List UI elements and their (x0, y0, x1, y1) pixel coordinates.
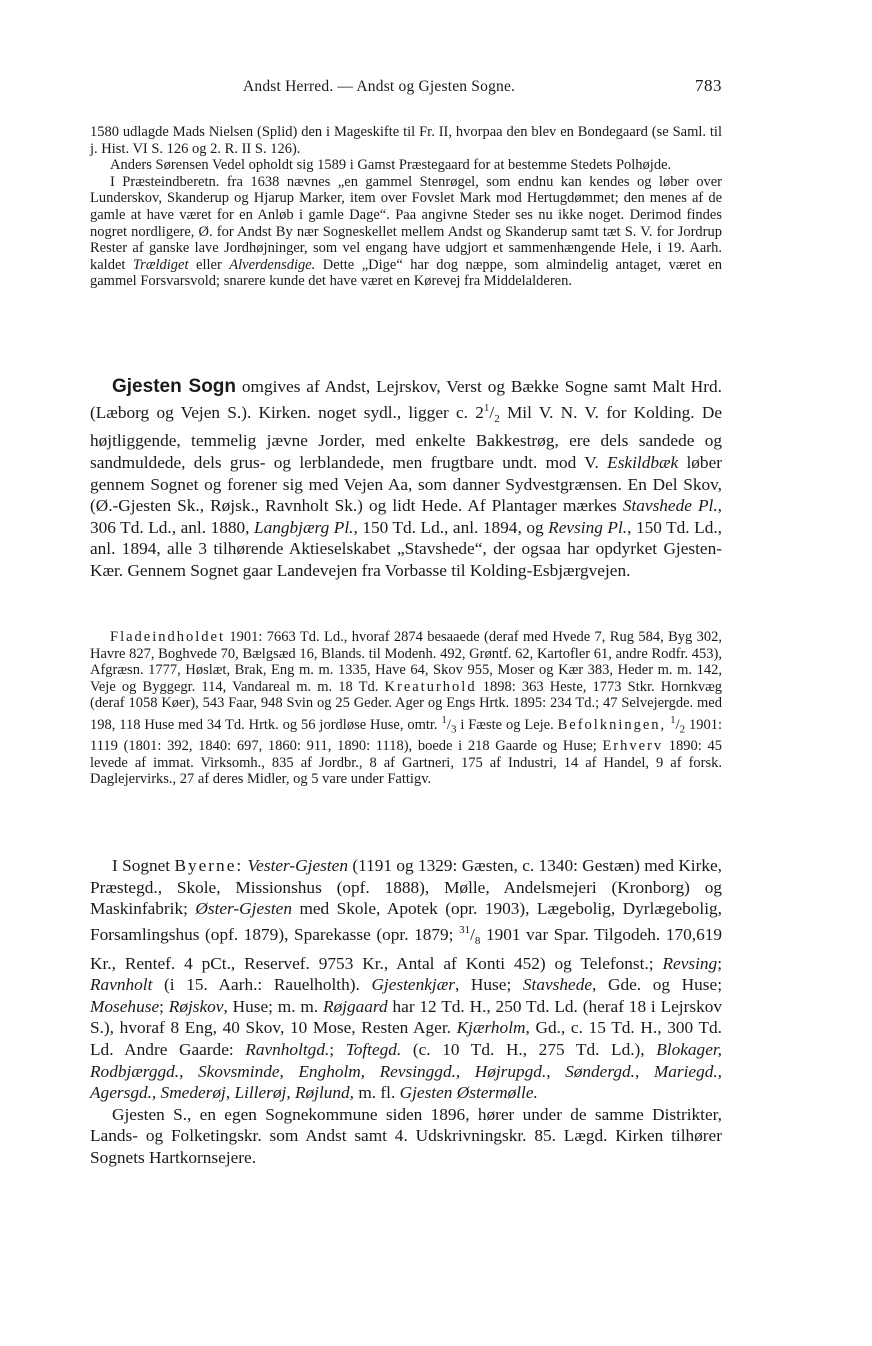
intro-paragraph-3: I Præsteindberetn. fra 1638 nævnes „en gammel Stenrøgel, som endnu kan kendes og løber over Lunderskov, Skanderup og Hjarup Marker, item over Fovslet Mark mod Hertugdømmet; den menes af de gamle at have været for en Anløb i gamle Dage“. Paa angivne Steder ses nu ikke noget. Derimod findes nogret nordligere, Ø. for Andst By nær Sogneskellet mellem Andst og Skanderup samt tæt S. V. for Jordrup Rester af ganske lave Jordhøjninger, som vel engang have udgjort et sammenhængende Hele, i 19. Aarh. kaldet Trældiget eller Alverdensdige. Dette „Dige“ har dog næppe, som almindelig antaget, været en gammel Forsvarsvold; snarere kunde det have været en Kørevej fra Middelalderen. (90, 173, 722, 290)
closing-paragraph: Gjesten S., en egen Sognekommune siden 1896, hører under de samme Distrikter, Lands- og Folketingskr. som Andst samt 4. Udskrivningskr. 85. Lægd. Kirken tilhører Sognets Hartkornsejere. (90, 1104, 722, 1167)
page-header (90, 78, 722, 102)
gjesten-paragraph: Gjesten Sogn omgives af Andst, Lejrskov, Verst og Bække Sogne samt Malt Hrd. (Læborg og Vejen S.). Kirken. noget sydl., ligger c. $2^1/_2$ Mil V. N. V. for Kolding. De højtliggende, temmelig jævne Jorder, med enkelte Bakkestrøg, ere dels sandede og sandmuldede, dels grus- og lerblandede, men frugtbare undt. mod V. Eskildbæk løber gennem Sognet og forener sig med Vejen Aa, som danner Sydvestgrænsen. En Del Skov, (Ø.-Gjesten Sk., Røjsk., Ravnholt Sk.) og lidt Hede. Af Plantager mærkes Stavshede Pl., 306 Td. Ld., anl. 1880, Langbjærg Pl., 150 Td. Ld., anl. 1894, og Revsing Pl., 150 Td. Ld., anl. 1894, alle 3 tilhørende Aktieselskabet „Stavshede“, der ogsaa har opdyrket Gjesten-Kær. Gennem Sognet gaar Landevejen fra Vorbasse til Kolding-Esbjærgvejen. (90, 376, 722, 580)
intro-paragraph-1: 1580 udlagde Mads Nielsen (Splid) den i Mageskifte til Fr. II, hvorpaa den blev en Bondegaard (se Saml. til j. Hist. VI S. 126 og 2. R. II S. 126). (90, 124, 722, 157)
page-number: 783 (695, 76, 722, 95)
villages-section (90, 855, 722, 1169)
intro-section (90, 124, 722, 290)
running-title: Andst Herred. — Andst og Gjesten Sogne. (243, 78, 516, 95)
section-title: Gjesten Sogn (112, 376, 237, 397)
statistics-section (90, 629, 722, 788)
statistics-paragraph: Fladeindholdet 1901: 7663 Td. Ld., hvoraf 2874 besaaede (deraf med Hvede 7, Rug 584, Byg 302, Havre 827, Boghvede 70, Bælgsæd 16, Blands. til Modenh. 492, Grøntf. 62, Kartofler 61, andre Rodfr. 453), Afgræsn. 1777, Høslæt, Brak, Eng m. m. 1335, Have 64, Skov 955, Moser og Kær 383, Heder m. m. 142, Veje og Byggegr. 114, Vandareal m. m. 18 Td. Kreaturhold 1898: 363 Heste, 1773 Stkr. Hornkvæg (deraf 1058 Køer), 543 Faar, 948 Svin og 25 Geder. Ager og Engs Hrtk. 1895: 234 Td.; 47 Selvejergde. med 198, 118 Huse med 34 Td. Hrtk. og 56 jordløse Huse, omtr. $^1/_3$ i Fæste og Leje. Befolkningen, $^1/_2$ 1901: 1119 (1801: 392, 1840: 697, 1860: 911, 1890: 1118), boede i 218 Gaarde og Huse; Erhverv 1890: 45 levede af immat. Virksomh., 835 af Jordbr., 8 af Gartneri, 175 af Industri, 14 af Handel, 9 af forsk. Daglejervirks., 27 af deres Midler, og 5 vare under Fattigv. (90, 629, 723, 788)
place-name: Alverdensdige. (229, 256, 316, 273)
intro-paragraph-2: Anders Sørensen Vedel opholdt sig 1589 i Gamst Præstegaard for at bestemme Stedets Polhøjde. (110, 157, 672, 174)
gjesten-section (90, 376, 722, 582)
place-name: Trældiget (132, 256, 189, 273)
villages-paragraph: I Sognet Byerne: Vester-Gjesten (1191 og 1329: Gæsten, c. 1340: Gestæn) med Kirke, Præstegd., Skole, Missionshus (opf. 1888), Mølle, Andelsmejeri (Kronborg) og Maskinfabrik; Øster-Gjesten med Skole, Apotek (opr. 1903), Lægebolig, Dyrlægebolig, Forsamlingshus (opf. 1879), Sparekasse (opr. 1879; $^{31}/_8$ 1901 var Spar. Tilgodeh. 170,619 Kr., Rentef. 4 pCt., Reservef. 9753 Kr., Antal af Konti 452) og Telefonst.; Revsing; Ravnholt (i 15. Aarh.: Rauelholth). Gjestenkjær, Huse; Stavshede, Gde. og Huse; Mosehuse; Røjskov, Huse; m. m. Røjgaard har 12 Td. H., 250 Td. Ld. (heraf 18 i Lejrskov S.), hvoraf 8 Eng, 40 Skov, 10 Mose, Resten Ager. Kjærholm, Gd., c. 15 Td. H., 300 Td. Ld. Andre Gaarde: Ravnholtgd.; Toftegd. (c. 10 Td. H., 275 Td. Ld.), Blokager, Rodbjærggd., Skovsminde, Engholm, Revsinggd., Højrupgd., Søndergd., Mariegd., Agersgd., Smederøj, Lillerøj, Røjlund, m. fl. Gjesten Østermølle. (90, 856, 722, 1103)
